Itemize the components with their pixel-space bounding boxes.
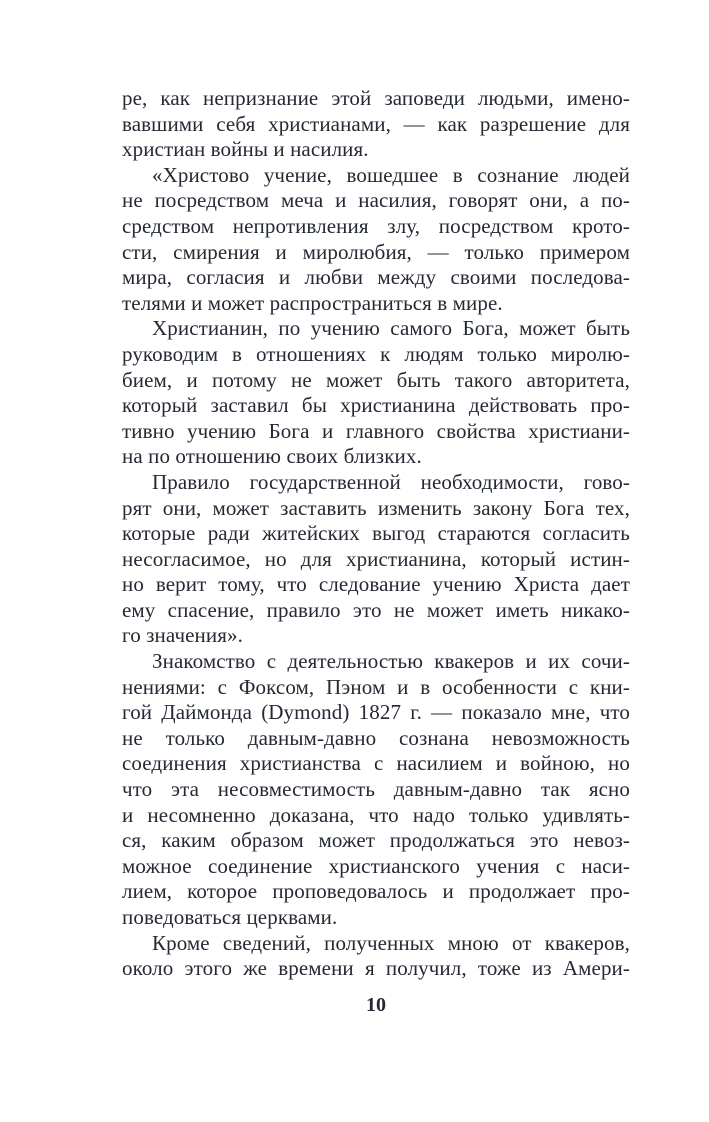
text-line: на по отношению своих близких. [122, 444, 422, 469]
text-line: которые ради житейских выгод стараются согласить [122, 521, 630, 546]
page-number: 10 [366, 994, 386, 1016]
text-line: ре, как непризнание этой заповеди людьми, имено- [122, 86, 630, 110]
text-line: лием, которое проповедовалось и продолжает про- [122, 879, 630, 904]
text-line: который заставил бы христианина действовать про- [122, 393, 630, 418]
text-line: гой Даймонда (Dymond) 1827 г. — показало мне, что [122, 700, 630, 725]
text-line: мира, согласия и любви между своими последова- [122, 265, 630, 290]
text-line: тивно учению Бога и главного свойства христиани- [122, 418, 630, 443]
text-line: го значения». [122, 623, 243, 648]
text-line: около этого же времени я получил, тоже из Амери- [122, 956, 630, 981]
text-line: ся, каким образом может продолжаться это невоз- [122, 828, 630, 853]
text-line: телями и может распространиться в мире. [122, 290, 503, 315]
text-line: вавшими себя христианами, — как разрешение для [122, 111, 630, 136]
text-line: ему спасение, правило это не может иметь никако- [122, 597, 630, 622]
text-line: руководим в отношениях к людям только миролю- [122, 341, 630, 366]
text-line: соединения христианства с насилием и войною, но [122, 751, 630, 776]
text-line: «Христово учение, вошедшее в сознание людей [152, 162, 630, 187]
text-line: не посредством меча и насилия, говорят они, а по- [122, 188, 630, 213]
paragraph [122, 649, 630, 931]
text-line: средством непротивления злу, посредством крото- [122, 213, 630, 238]
text-line: Кроме сведений, полученных мною от квакеров, [152, 930, 630, 955]
paragraph [122, 316, 630, 470]
text-line: но верит тому, что следование учению Христа дает [122, 572, 630, 597]
text-line: рят они, может заставить изменить закону Бога тех, [122, 495, 630, 520]
text-line: несогласимое, но для христианина, который истин- [122, 546, 630, 571]
text-line: и несомненно доказана, что надо только удивлять- [122, 802, 630, 827]
text-line: нениями: с Фоксом, Пэном и в особенности с кни- [122, 674, 630, 699]
text-line: бием, и потому не может быть такого авторитета, [122, 367, 630, 392]
text-line: что эта несовместимость давным-давно так ясно [122, 777, 630, 802]
text-line: не только давным-давно сознана невозможность [122, 725, 630, 750]
page-text [122, 86, 630, 982]
paragraph [122, 163, 630, 317]
text-line: Правило государственной необходимости, гово- [152, 469, 630, 494]
text-line: поведоваться церквами. [122, 905, 338, 929]
paragraph [122, 470, 630, 649]
paragraph [122, 86, 630, 163]
text-line: сти, смирения и миролюбия, — только примером [122, 239, 630, 264]
text-line: Знакомство с деятельностью квакеров и их сочи- [152, 649, 630, 674]
text-line: можное соединение христианского учения с наси- [122, 853, 630, 878]
paragraph [122, 931, 630, 982]
text-line: христиан войны и насилия. [122, 137, 369, 162]
text-line: Христианин, по учению самого Бога, может быть [152, 316, 630, 341]
